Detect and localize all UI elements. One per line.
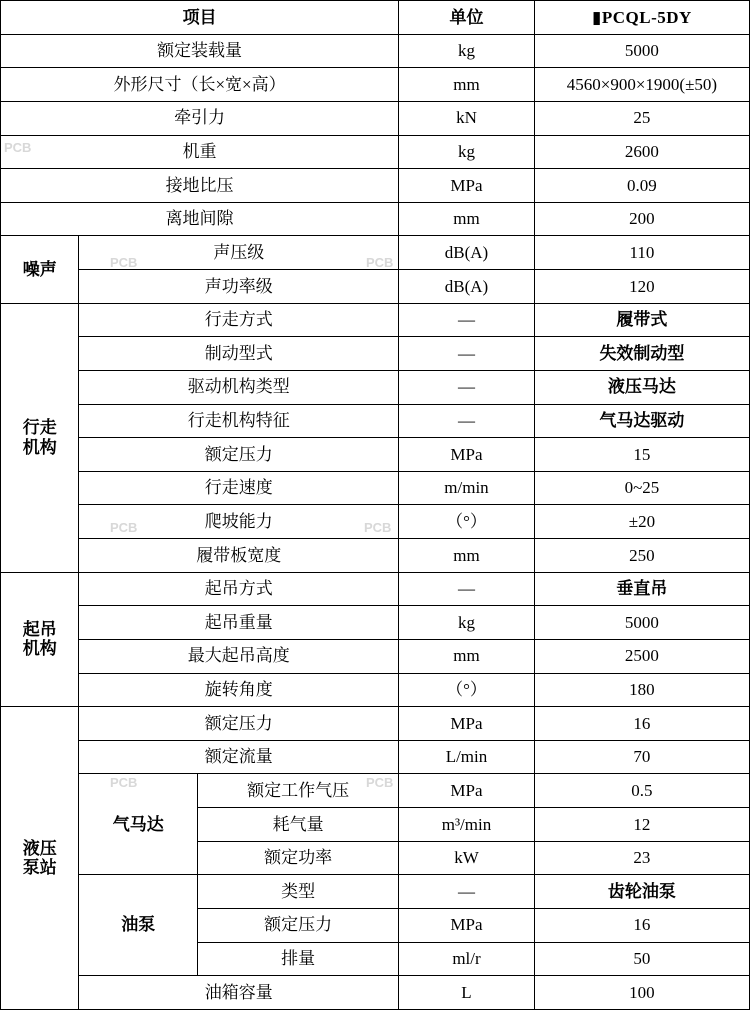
row-value: 15	[534, 438, 749, 472]
row-unit: dB(A)	[399, 270, 535, 304]
row-value: 5000	[534, 606, 749, 640]
table-row	[1, 34, 750, 68]
row-unit: L	[399, 976, 535, 1010]
table-row	[1, 471, 750, 505]
table-row	[1, 101, 750, 135]
row-value: 失效制动型	[534, 337, 749, 371]
row-item: 制动型式	[79, 337, 399, 371]
row-value: 2600	[534, 135, 749, 169]
row-item: 声压级	[79, 236, 399, 270]
row-unit: kg	[399, 135, 535, 169]
table-row	[1, 976, 750, 1010]
row-item: 牵引力	[1, 101, 399, 135]
table-row	[1, 303, 750, 337]
row-value: 50	[534, 942, 749, 976]
row-value: 液压马达	[534, 370, 749, 404]
row-unit: L/min	[399, 740, 535, 774]
row-value: 180	[534, 673, 749, 707]
row-item: 爬坡能力	[79, 505, 399, 539]
table-row	[1, 135, 750, 169]
row-unit: MPa	[399, 438, 535, 472]
header-unit: 单位	[399, 1, 535, 35]
row-unit: m/min	[399, 471, 535, 505]
subgroup-label-air-motor: 气马达	[79, 774, 198, 875]
row-item: 行走方式	[79, 303, 399, 337]
table-row	[1, 68, 750, 102]
row-item: 行走速度	[79, 471, 399, 505]
table-row	[1, 236, 750, 270]
row-value: 4560×900×1900(±50)	[534, 68, 749, 102]
row-unit: mm	[399, 68, 535, 102]
row-unit: MPa	[399, 169, 535, 203]
row-item: 旋转角度	[79, 673, 399, 707]
table-row	[1, 774, 750, 808]
row-item: 类型	[198, 875, 399, 909]
row-value: 16	[534, 908, 749, 942]
table-row	[1, 270, 750, 304]
table-row	[1, 438, 750, 472]
group-label-lift: 起吊 机构	[1, 572, 79, 707]
table-row	[1, 404, 750, 438]
row-unit: MPa	[399, 707, 535, 741]
row-unit: —	[399, 337, 535, 371]
watermark-mark: PCB	[366, 775, 394, 790]
row-value: 100	[534, 976, 749, 1010]
table-row	[1, 606, 750, 640]
row-unit: mm	[399, 539, 535, 573]
row-value: 250	[534, 539, 749, 573]
row-value: 23	[534, 841, 749, 875]
row-item: 额定压力	[198, 908, 399, 942]
group-label-pump: 液压 泵站	[1, 707, 79, 1010]
row-item: 声功率级	[79, 270, 399, 304]
row-unit: （°）	[399, 673, 535, 707]
row-item: 接地比压	[1, 169, 399, 203]
group-label-travel: 行走 机构	[1, 303, 79, 572]
row-item: 额定功率	[198, 841, 399, 875]
row-item: 行走机构特征	[79, 404, 399, 438]
table-row	[1, 707, 750, 741]
row-value: 70	[534, 740, 749, 774]
table-row	[1, 169, 750, 203]
row-item: 起吊重量	[79, 606, 399, 640]
row-unit: m³/min	[399, 808, 535, 842]
table-row	[1, 673, 750, 707]
table-row	[1, 740, 750, 774]
row-unit: ml/r	[399, 942, 535, 976]
table-row	[1, 337, 750, 371]
row-item: 排量	[198, 942, 399, 976]
header-model: ▮PCQL-5DY	[534, 1, 749, 35]
table-row	[1, 539, 750, 573]
watermark-mark: PCB	[366, 255, 394, 270]
row-unit: —	[399, 572, 535, 606]
table-row	[1, 505, 750, 539]
row-unit: —	[399, 404, 535, 438]
row-unit: —	[399, 875, 535, 909]
row-value: 2500	[534, 639, 749, 673]
row-unit: —	[399, 303, 535, 337]
watermark-mark: PCB	[364, 520, 392, 535]
row-unit: mm	[399, 202, 535, 236]
watermark-mark: PCB	[4, 140, 32, 155]
table-row	[1, 639, 750, 673]
row-item: 外形尺寸（长×宽×高）	[1, 68, 399, 102]
table-row	[1, 202, 750, 236]
row-item: 额定装载量	[1, 34, 399, 68]
row-value: 0.09	[534, 169, 749, 203]
row-item: 离地间隙	[1, 202, 399, 236]
row-item: 油箱容量	[79, 976, 399, 1010]
row-value: 200	[534, 202, 749, 236]
watermark-mark: PCB	[110, 520, 138, 535]
row-unit: （°）	[399, 505, 535, 539]
row-item: 驱动机构类型	[79, 370, 399, 404]
watermark-mark: PCB	[110, 775, 138, 790]
row-unit: —	[399, 370, 535, 404]
row-unit: MPa	[399, 774, 535, 808]
row-value: 气马达驱动	[534, 404, 749, 438]
row-value: 120	[534, 270, 749, 304]
row-item: 额定工作气压	[198, 774, 399, 808]
row-value: 5000	[534, 34, 749, 68]
row-value: 25	[534, 101, 749, 135]
row-value: 16	[534, 707, 749, 741]
row-value: 0~25	[534, 471, 749, 505]
row-unit: kg	[399, 606, 535, 640]
row-unit: dB(A)	[399, 236, 535, 270]
row-item: 额定压力	[79, 438, 399, 472]
header-item: 项目	[1, 1, 399, 35]
row-value: 0.5	[534, 774, 749, 808]
row-item: 最大起吊高度	[79, 639, 399, 673]
watermark-mark: PCB	[110, 255, 138, 270]
row-value: ±20	[534, 505, 749, 539]
subgroup-label-oil-pump: 油泵	[79, 875, 198, 976]
row-item: 额定压力	[79, 707, 399, 741]
row-item: 耗气量	[198, 808, 399, 842]
row-unit: MPa	[399, 908, 535, 942]
row-value: 履带式	[534, 303, 749, 337]
row-value: 12	[534, 808, 749, 842]
table-row	[1, 572, 750, 606]
row-value: 齿轮油泵	[534, 875, 749, 909]
group-label-noise: 噪声	[1, 236, 79, 303]
row-unit: mm	[399, 639, 535, 673]
table-row	[1, 370, 750, 404]
row-value: 110	[534, 236, 749, 270]
row-unit: kW	[399, 841, 535, 875]
row-item: 额定流量	[79, 740, 399, 774]
row-item: 履带板宽度	[79, 539, 399, 573]
table-header-row	[1, 1, 750, 35]
row-unit: kN	[399, 101, 535, 135]
row-item: 机重	[1, 135, 399, 169]
row-value: 垂直吊	[534, 572, 749, 606]
table-row	[1, 875, 750, 909]
row-unit: kg	[399, 34, 535, 68]
row-item: 起吊方式	[79, 572, 399, 606]
